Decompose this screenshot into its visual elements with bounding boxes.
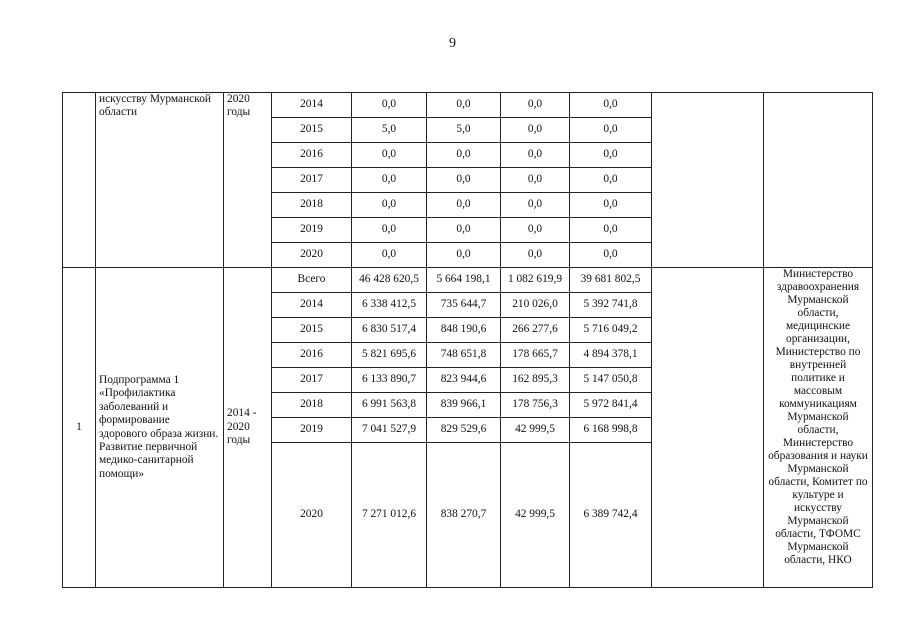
regional-cell: 0,0 xyxy=(501,193,570,218)
other-cell: 6 389 742,4 xyxy=(570,443,652,588)
budget-table xyxy=(62,92,873,588)
row-index-cell: 1 xyxy=(63,268,96,588)
total-cell: 0,0 xyxy=(352,218,427,243)
year-cell: 2016 xyxy=(272,343,352,368)
regional-cell: 42 999,5 xyxy=(501,443,570,588)
other-cell: 4 894 378,1 xyxy=(570,343,652,368)
other-cell: 5 147 050,8 xyxy=(570,368,652,393)
other-cell: 6 168 998,8 xyxy=(570,418,652,443)
total-cell: 6 830 517,4 xyxy=(352,318,427,343)
total-cell: 0,0 xyxy=(352,143,427,168)
total-cell: 7 041 527,9 xyxy=(352,418,427,443)
total-cell: 0,0 xyxy=(352,193,427,218)
regional-cell: 266 277,6 xyxy=(501,318,570,343)
year-cell: 2020 xyxy=(272,443,352,588)
total-cell: 5,0 xyxy=(352,118,427,143)
program-name-cell: Подпрограмма 1 «Профилактика заболеваний и формирование здорового образа жизни. Развитие первичной медико-санитарной помощи» xyxy=(96,268,224,588)
year-cell: 2014 xyxy=(272,93,352,118)
row-index-cell xyxy=(63,93,96,268)
federal-cell: 0,0 xyxy=(427,168,501,193)
other-cell: 0,0 xyxy=(570,218,652,243)
federal-cell: 829 529,6 xyxy=(427,418,501,443)
federal-cell: 0,0 xyxy=(427,93,501,118)
total-cell: 6 991 563,8 xyxy=(352,393,427,418)
federal-cell: 838 270,7 xyxy=(427,443,501,588)
regional-cell: 0,0 xyxy=(501,243,570,268)
total-cell: 0,0 xyxy=(352,93,427,118)
regional-cell: 1 082 619,9 xyxy=(501,268,570,293)
regional-cell: 42 999,5 xyxy=(501,418,570,443)
period-cell: 2020 годы xyxy=(224,93,272,268)
year-cell: 2015 xyxy=(272,118,352,143)
total-cell: 6 338 412,5 xyxy=(352,293,427,318)
executors-cell xyxy=(764,93,873,268)
total-cell: 0,0 xyxy=(352,243,427,268)
regional-cell: 0,0 xyxy=(501,218,570,243)
blank-cell xyxy=(652,93,764,268)
year-cell: 2019 xyxy=(272,218,352,243)
other-cell: 5 972 841,4 xyxy=(570,393,652,418)
federal-cell: 5 664 198,1 xyxy=(427,268,501,293)
executors-cell: Министерство здравоохранения Мурманской области, медицинские организации, Министерство по внутренней политике и массовым коммуникациям Мурманской области, Министерство образования и науки Мурманской области, Комитет по культуре и искусству Мурманской области, ТФОМС Мурманской области, НКО xyxy=(764,268,873,588)
regional-cell: 0,0 xyxy=(501,143,570,168)
regional-cell: 162 895,3 xyxy=(501,368,570,393)
year-cell: Всего xyxy=(272,268,352,293)
other-cell: 39 681 802,5 xyxy=(570,268,652,293)
regional-cell: 178 756,3 xyxy=(501,393,570,418)
period-cell: 2014 - 2020 годы xyxy=(224,268,272,588)
year-cell: 2017 xyxy=(272,168,352,193)
federal-cell: 0,0 xyxy=(427,143,501,168)
total-cell: 7 271 012,6 xyxy=(352,443,427,588)
other-cell: 5 716 049,2 xyxy=(570,318,652,343)
table-row xyxy=(63,268,873,293)
table-row xyxy=(63,93,873,118)
federal-cell: 848 190,6 xyxy=(427,318,501,343)
other-cell: 0,0 xyxy=(570,93,652,118)
other-cell: 0,0 xyxy=(570,143,652,168)
year-cell: 2018 xyxy=(272,193,352,218)
federal-cell: 0,0 xyxy=(427,193,501,218)
regional-cell: 178 665,7 xyxy=(501,343,570,368)
other-cell: 0,0 xyxy=(570,193,652,218)
total-cell: 46 428 620,5 xyxy=(352,268,427,293)
total-cell: 5 821 695,6 xyxy=(352,343,427,368)
other-cell: 5 392 741,8 xyxy=(570,293,652,318)
regional-cell: 210 026,0 xyxy=(501,293,570,318)
total-cell: 6 133 890,7 xyxy=(352,368,427,393)
other-cell: 0,0 xyxy=(570,168,652,193)
year-cell: 2020 xyxy=(272,243,352,268)
regional-cell: 0,0 xyxy=(501,93,570,118)
blank-cell xyxy=(652,268,764,588)
total-cell: 0,0 xyxy=(352,168,427,193)
federal-cell: 735 644,7 xyxy=(427,293,501,318)
federal-cell: 5,0 xyxy=(427,118,501,143)
federal-cell: 748 651,8 xyxy=(427,343,501,368)
year-cell: 2017 xyxy=(272,368,352,393)
federal-cell: 0,0 xyxy=(427,243,501,268)
year-cell: 2018 xyxy=(272,393,352,418)
program-name-cell: искусству Мурманской области xyxy=(96,93,224,268)
federal-cell: 823 944,6 xyxy=(427,368,501,393)
year-cell: 2014 xyxy=(272,293,352,318)
page-number: 9 xyxy=(449,36,456,51)
federal-cell: 0,0 xyxy=(427,218,501,243)
federal-cell: 839 966,1 xyxy=(427,393,501,418)
year-cell: 2016 xyxy=(272,143,352,168)
year-cell: 2019 xyxy=(272,418,352,443)
regional-cell: 0,0 xyxy=(501,168,570,193)
year-cell: 2015 xyxy=(272,318,352,343)
other-cell: 0,0 xyxy=(570,118,652,143)
other-cell: 0,0 xyxy=(570,243,652,268)
regional-cell: 0,0 xyxy=(501,118,570,143)
